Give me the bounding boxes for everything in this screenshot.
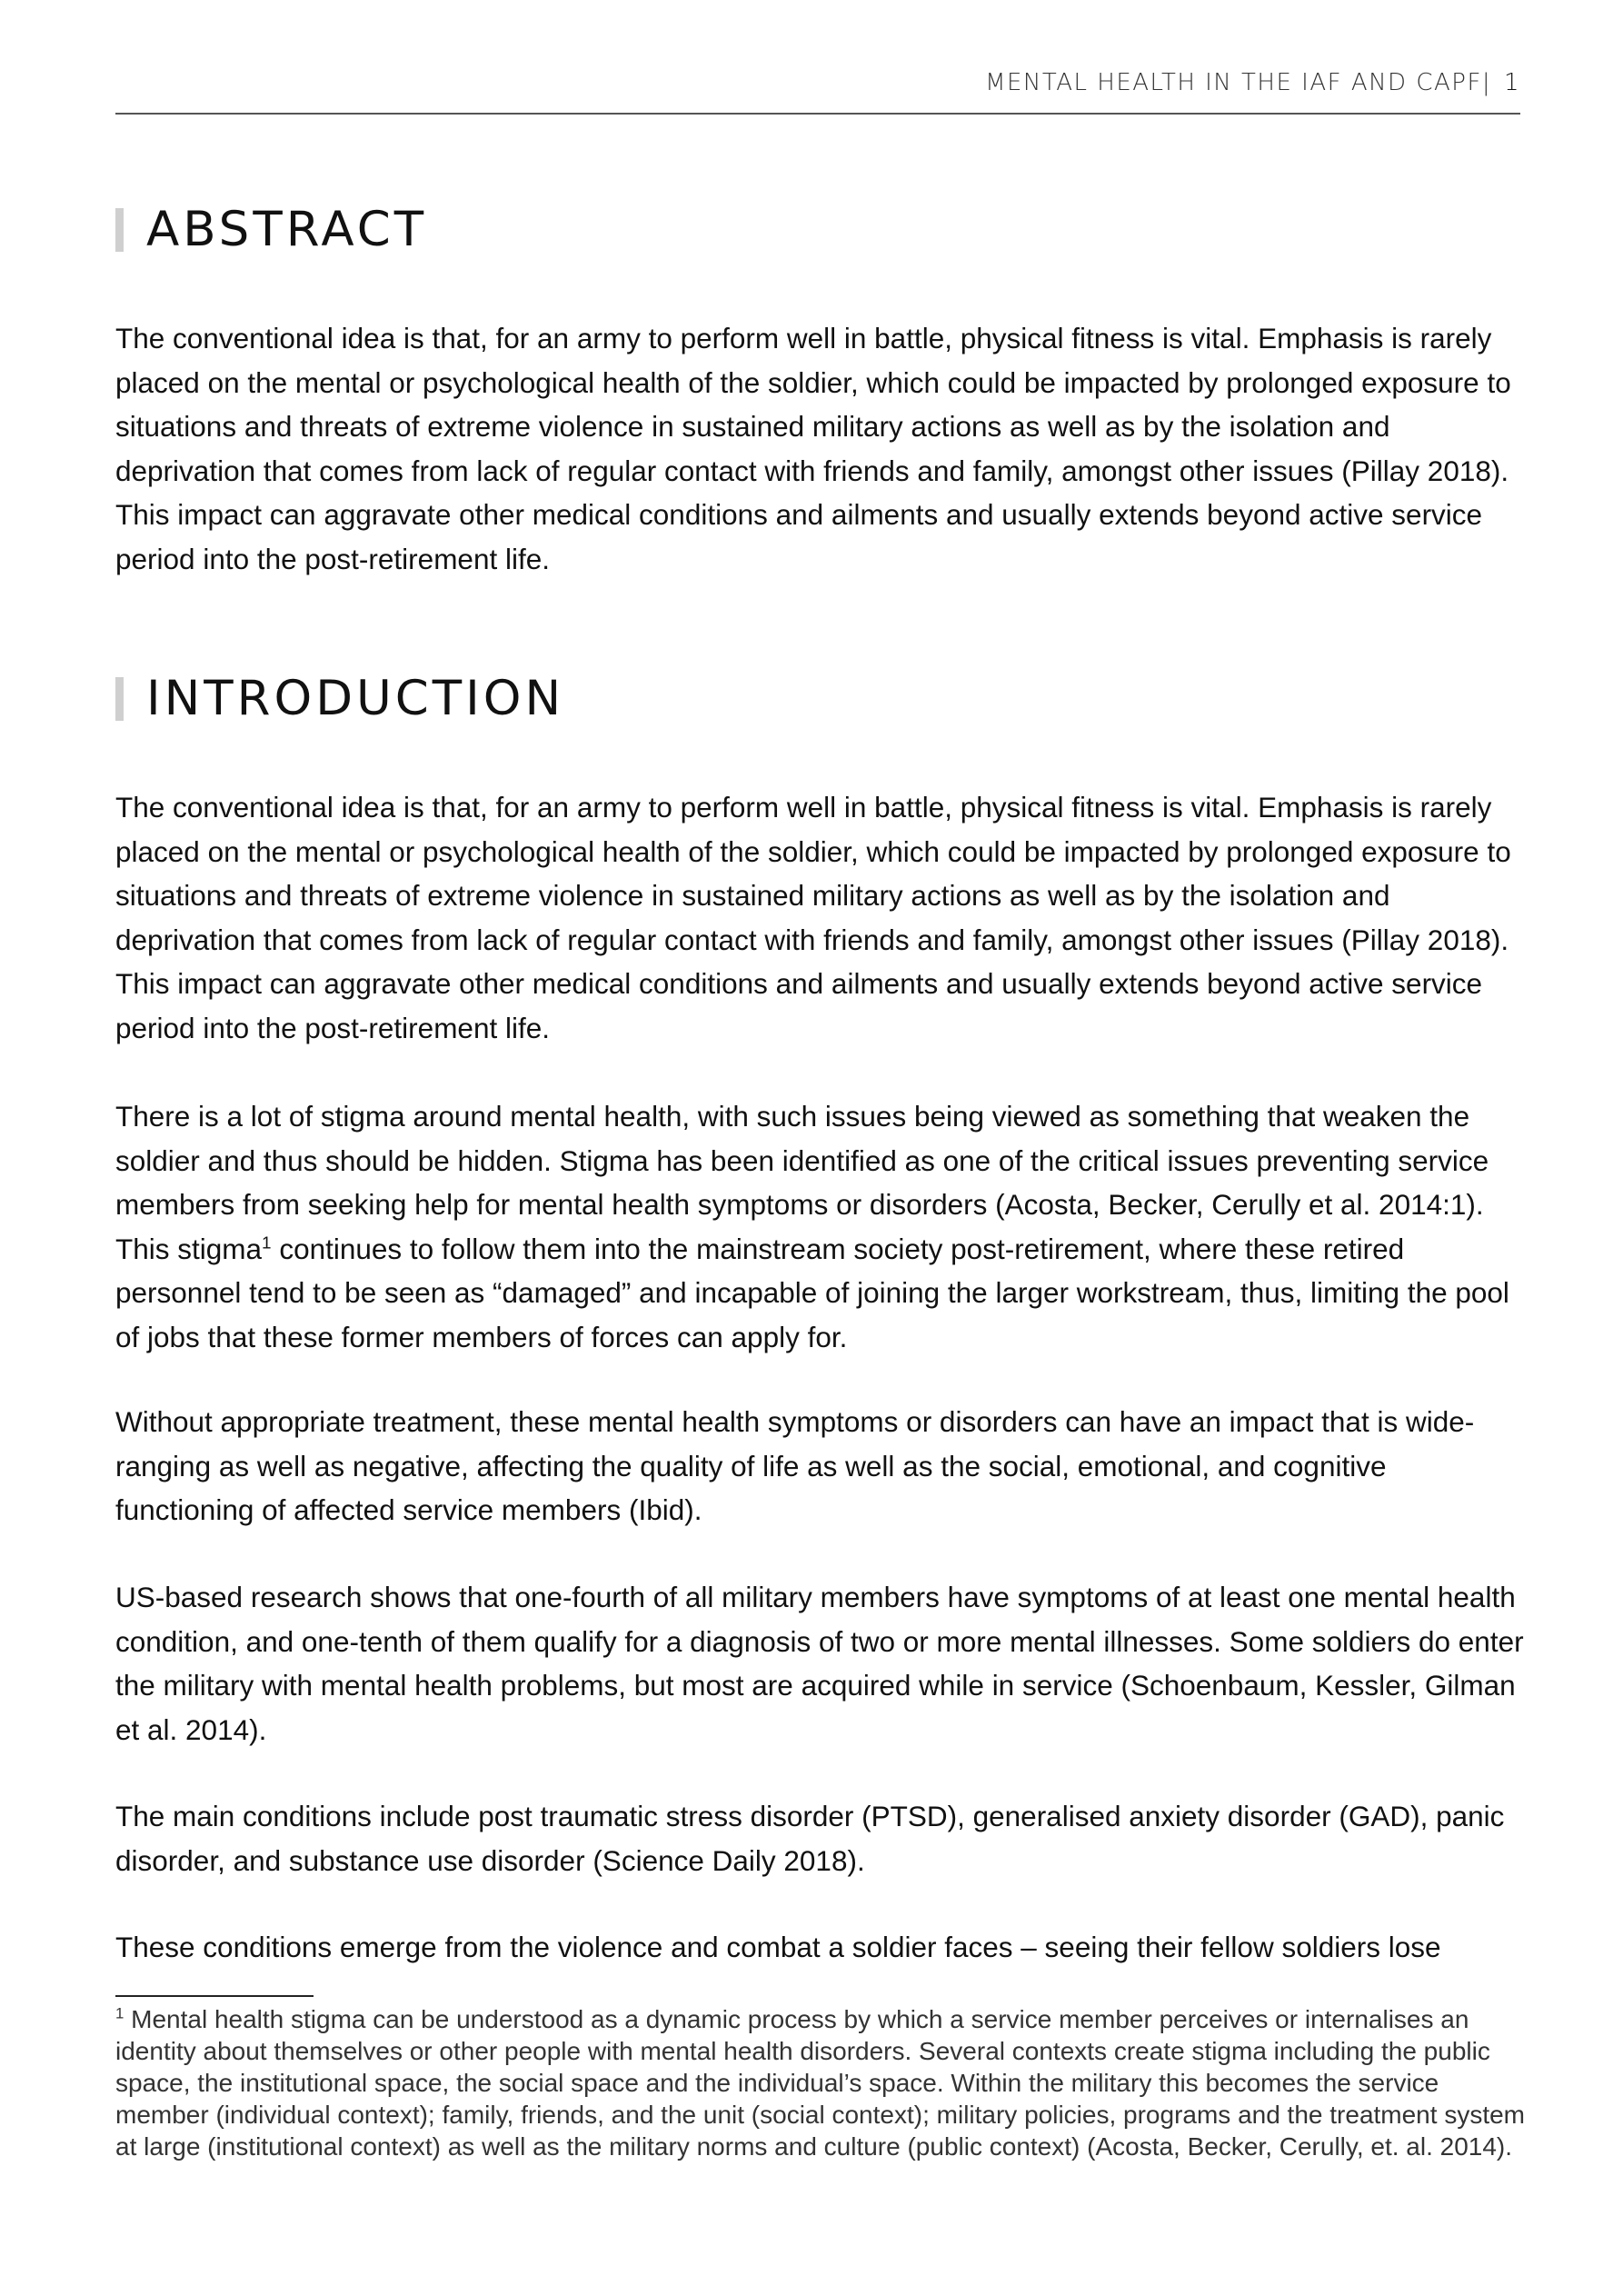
header-rule: [115, 113, 1520, 115]
heading-accent-bar: [115, 677, 124, 721]
introduction-paragraph-2: [115, 1094, 1529, 1359]
abstract-heading-text: ABSTRACT: [146, 202, 428, 257]
footnote-text: Mental health stigma can be understood as a dynamic process by which a service member perceives or internalises an identity about themselves or other people with mental health disorders. Several contexts create stigma including the public space, the institutional space, the social space and the individual’s space. Within the military this becomes the service member (individual context); family, friends, and the unit (social context); military policies, programs and the treatment system at large (institutional context) as well as the military norms and culture (public context) (Acosta, Becker, Cerully, et. al. 2014).: [115, 2005, 1525, 2161]
abstract-heading: [115, 202, 427, 257]
page-number: 1: [1503, 69, 1520, 96]
introduction-heading-text: INTRODUCTION: [146, 671, 565, 726]
introduction-paragraph-1: The conventional idea is that, for an army to perform well in battle, physical fitness is vital. Emphasis is rarely placed on the mental or psychological health of the soldier, which could be impacted by prolonged exposure to situations and threats of extreme violence in sustained military actions as well as by the isolation and deprivation that comes from lack of regular contact with friends and family, amongst other issues (Pillay 2018). This impact can aggravate other medical conditions and ailments and usually extends beyond active service period into the post-retirement life.: [115, 791, 1511, 1044]
footnote-rule: [115, 1995, 314, 1997]
introduction-paragraph-6: These conditions emerge from the violence and combat a soldier faces – seeing their fellow soldiers lose: [115, 1931, 1441, 1963]
footnote-reference: 1: [262, 1233, 272, 1253]
header-separator: |: [1481, 69, 1492, 96]
introduction-paragraph-4: US-based research shows that one-fourth of all military members have symptoms of at least one mental health condition, and one-tenth of them qualify for a diagnosis of two or more mental illnesses. Some soldiers do enter the military with mental health problems, but most are acquired while in service (Schoenbaum, Kessler, Gilman et al. 2014).: [115, 1581, 1524, 1746]
paragraph-2-text-start: There is a lot of stigma around mental health, with such issues being viewed as something that weaken the soldier and thus should be hidden. Stigma has been identified as one of the critical issues preventing service members from seeking help for mental health symptoms or disorders (Acosta, Becker, Cerully et al. 2014:1). This stigma: [115, 1100, 1489, 1265]
footnote: [115, 2003, 1529, 2162]
paragraph-2-text-end: continues to follow them into the mainstream society post-retirement, where these retired personnel tend to be seen as “damaged” and incapable of joining the larger workstream, thus, limiting the pool of jobs that these former members of forces can apply for.: [115, 1232, 1509, 1353]
footnote-marker: 1: [115, 2004, 124, 2022]
introduction-heading: [115, 671, 564, 726]
heading-accent-bar: [115, 208, 124, 252]
introduction-paragraph-3: Without appropriate treatment, these mental health symptoms or disorders can have an impact that is wide-ranging as well as negative, affecting the quality of life as well as the social, emotional, and cognitive functioning of affected service members (Ibid).: [115, 1405, 1475, 1526]
introduction-paragraph-5: The main conditions include post traumatic stress disorder (PTSD), generalised anxiety disorder (GAD), panic disorder, and substance use disorder (Science Daily 2018).: [115, 1800, 1505, 1877]
running-title: MENTAL HEALTH IN THE IAF AND CAPF: [985, 69, 1482, 96]
running-header: [115, 69, 1520, 96]
abstract-paragraph: The conventional idea is that, for an army to perform well in battle, physical fitness is vital. Emphasis is rarely placed on the mental or psychological health of the soldier, which could be impacted by prolonged exposure to situations and threats of extreme violence in sustained military actions as well as by the isolation and deprivation that comes from lack of regular contact with friends and family, amongst other issues (Pillay 2018). This impact can aggravate other medical conditions and ailments and usually extends beyond active service period into the post-retirement life.: [115, 322, 1511, 575]
